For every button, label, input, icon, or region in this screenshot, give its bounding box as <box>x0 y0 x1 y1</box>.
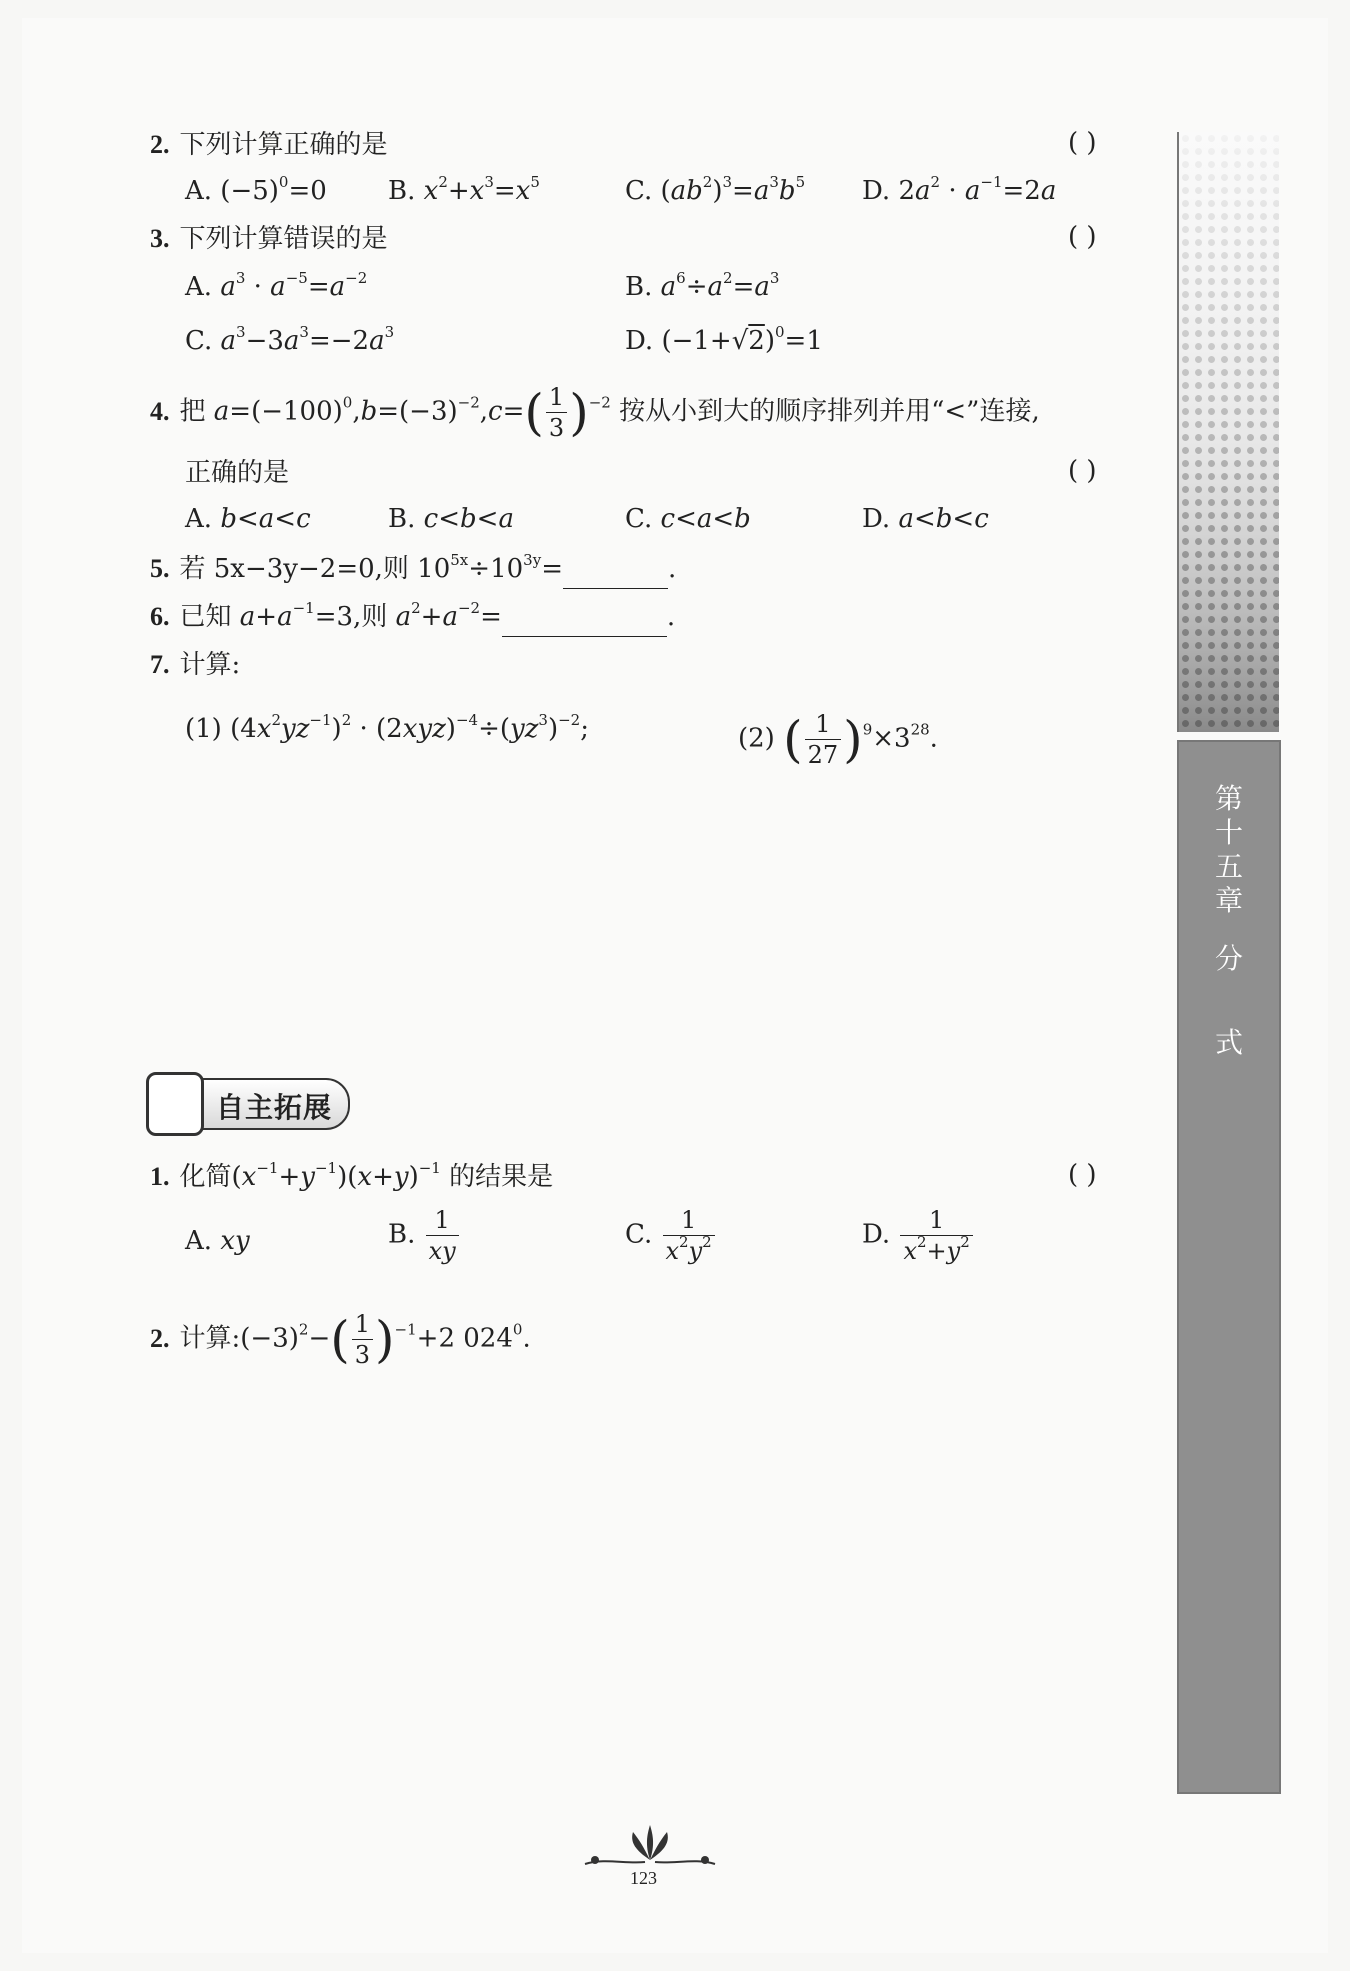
option-a: A. $(-5)^0=0$ <box>185 173 327 206</box>
question-number: 5. <box>150 554 170 583</box>
chapter-sidebar <box>1177 740 1281 1794</box>
question-3 <box>150 222 388 256</box>
chapter-char: 式 <box>1214 1026 1243 1059</box>
question-number: 3. <box>150 224 170 253</box>
option-c: C. $\frac{1}{x^2y^2}$ <box>625 1208 717 1263</box>
chapter-char: 十 <box>1214 816 1243 849</box>
question-stem: 计算: <box>179 650 241 680</box>
question-number: 2. <box>150 130 170 159</box>
question-number: 1. <box>150 1162 170 1191</box>
question-2 <box>150 128 388 162</box>
answer-paren: ( ) <box>1068 222 1097 252</box>
chapter-char: 分 <box>1214 942 1243 975</box>
question-4-line2: 正确的是 <box>185 458 290 488</box>
option-b: B. $\frac{1}{xy}$ <box>388 1208 461 1263</box>
question-stem-mid: ÷10 <box>468 554 524 584</box>
question-number: 4. <box>150 396 170 426</box>
section-title: 自主拓展 <box>216 1091 333 1124</box>
answer-blank[interactable] <box>563 554 668 589</box>
question-number: 2. <box>150 1323 170 1353</box>
question-stem: 把 <box>179 396 206 427</box>
period: . <box>666 602 676 632</box>
equals-sign: = <box>541 554 563 584</box>
option-a: A. xy <box>185 1226 250 1256</box>
question-7-part-2: (2) ( $\frac{1}{27}$ )$^9\times 3^{28}$. <box>738 710 938 769</box>
option-c: C. $(ab^2)^3=a^3b^5$ <box>625 173 806 206</box>
section-badge <box>148 1078 350 1130</box>
part-label: (2) <box>738 723 775 754</box>
question-stem: 下列计算错误的是 <box>179 224 388 254</box>
option-d: D. $(-1+√2)^0=1$ <box>625 323 823 356</box>
option-a: A. $a^3 \cdot a^{-5}=a^{-2}$ <box>185 269 368 302</box>
question-stem: 化简 <box>179 1162 232 1192</box>
question-stem: 已知 <box>179 602 232 632</box>
question-stem-tail: 的结果是 <box>449 1162 554 1192</box>
question-7 <box>150 648 240 682</box>
option-b: B. $x^2+x^3=x^5$ <box>388 173 540 206</box>
chapter-char: 第 <box>1214 782 1243 815</box>
question-stem: 计算: <box>179 1323 241 1354</box>
option-c: C. $a^3-3a^3=-2a^3$ <box>185 323 395 356</box>
question-stem-tail: 按从小到大的顺序排列并用“<”连接, <box>619 396 1040 427</box>
question-stem: 下列计算正确的是 <box>179 130 388 160</box>
option-d: D. $\frac{1}{x^2+y^2}$ <box>862 1208 975 1263</box>
sidebar-pattern <box>1177 132 1279 732</box>
extension-question-2: 2. 计算$:(-3)^2-$( $\frac{1}{3}$ )$^{-1}$+2 $024^0$. <box>150 1310 531 1369</box>
question-6: 6. 已知 $a+a^{-1}=3$,则 $a^2+a^{-2}=$ . <box>150 600 675 637</box>
period: . <box>667 554 677 584</box>
question-number: 6. <box>150 602 170 631</box>
extension-question-1: 1. 化简$(x^{-1}+y^{-1})(x+y)^{-1}$ 的结果是 <box>150 1159 554 1192</box>
question-number: 7. <box>150 650 170 679</box>
chapter-char: 五 <box>1214 850 1243 883</box>
option-a: A. b<a<c <box>185 504 311 534</box>
question-5: 5. 若 5x−3y−2=0,则 $10^{5x}\div 10^{3y}=$ . <box>150 552 676 589</box>
page-number: 123 <box>630 1868 657 1888</box>
answer-paren: ( ) <box>1068 128 1097 158</box>
option-b: B. c<b<a <box>388 504 514 534</box>
answer-paren: ( ) <box>1068 456 1097 486</box>
option-d: D. $2a^2 \cdot a^{-1}=2a$ <box>862 173 1057 206</box>
part-label: (1) <box>185 714 222 744</box>
answer-paren: ( ) <box>1068 1160 1097 1190</box>
answer-blank[interactable] <box>502 602 667 637</box>
question-stem-mid: =3,则 <box>314 602 388 632</box>
question-4: 4. 把 $a=(-100)^0,b=(-3)^{-2},c=$( $\frac{1}{3}$ )$^{-2}$ 按从小到大的顺序排列并用“<”连接, <box>150 383 1040 442</box>
option-b: B. $a^6\div a^2=a^3$ <box>625 269 780 302</box>
chapter-char: 章 <box>1214 884 1243 917</box>
option-c: C. c<a<b <box>625 504 751 534</box>
ornament-icon <box>575 1820 725 1870</box>
question-stem: 若 5x−3y−2=0,则 10 <box>179 554 451 584</box>
question-7-part-1: (1) $(4x^2yz^{-1})^2 \cdot (2xyz)^{-4}\div(yz^3)^{-2}$; <box>185 711 589 744</box>
workbook-page <box>22 18 1328 1953</box>
equals-sign: = <box>480 602 502 632</box>
notebook-icon <box>146 1072 204 1136</box>
option-d: D. a<b<c <box>862 504 989 534</box>
